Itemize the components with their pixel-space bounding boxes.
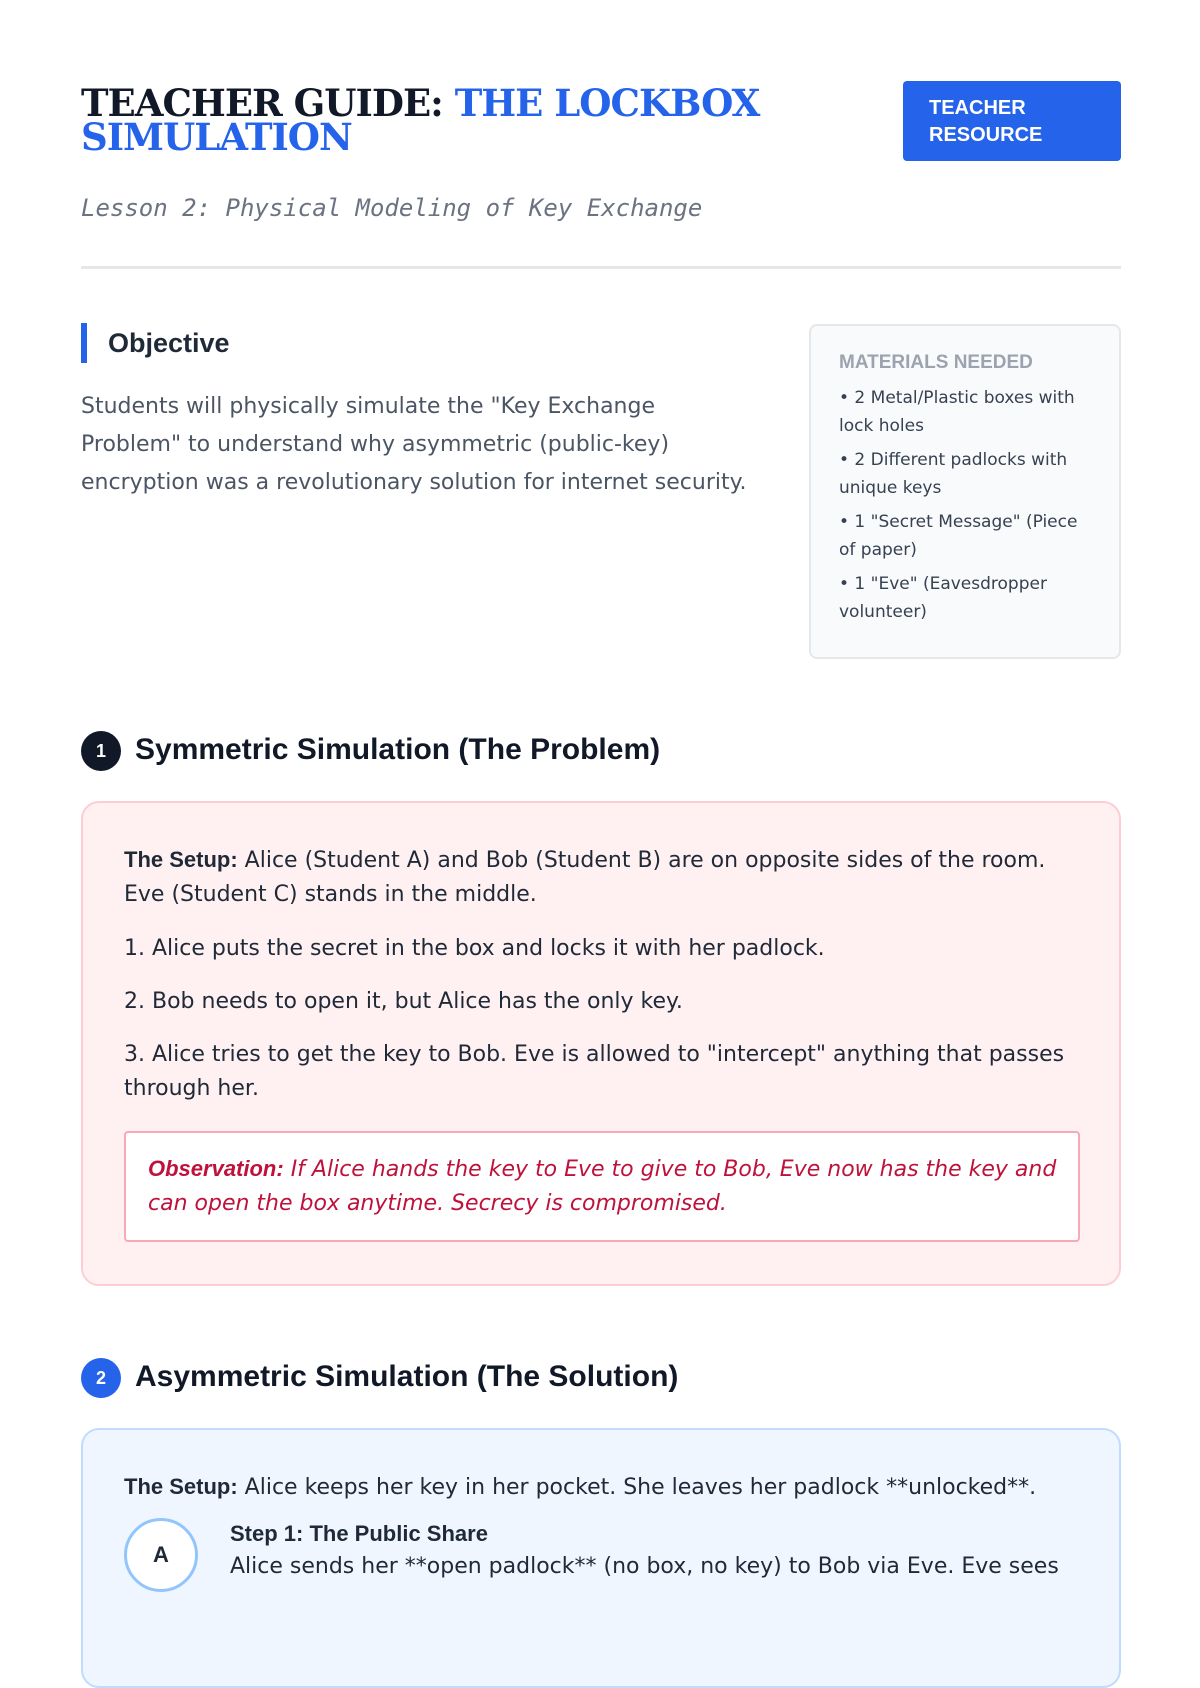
page-title bbox=[81, 81, 781, 159]
problem-setup-text: Alice (Student A) and Bob (Student B) are on opposite sides of the room. Eve (Student C) stands in the middle. bbox=[124, 848, 1046, 907]
objective-text: Students will physically simulate the "Key Exchange Problem" to understand why asymmetric (public-key) encryption was a revolutionary solution for internet security. bbox=[81, 394, 747, 495]
problem-step: 2. Bob needs to open it, but Alice has the only key. bbox=[124, 989, 683, 1014]
teacher-resource-badge: TEACHER RESOURCE bbox=[903, 81, 1121, 161]
problem-steps bbox=[124, 932, 1078, 1106]
section-1-number: 1 bbox=[81, 731, 121, 771]
materials-card bbox=[809, 324, 1121, 659]
section-2-title: Asymmetric Simulation (The Solution) bbox=[135, 1360, 679, 1393]
materials-item: • 1 "Secret Message" (Piece of paper) bbox=[839, 512, 1078, 560]
materials-item: • 2 Metal/Plastic boxes with lock holes bbox=[839, 388, 1075, 436]
header bbox=[81, 81, 1121, 226]
materials-item: • 1 "Eve" (Eavesdropper volunteer) bbox=[839, 574, 1047, 622]
problem-step: 1. Alice puts the secret in the box and locks it with her padlock. bbox=[124, 936, 825, 961]
problem-step: 3. Alice tries to get the key to Bob. Eve is allowed to "intercept" anything that passes through her. bbox=[124, 1042, 1065, 1101]
step-marker-a: A bbox=[124, 1518, 198, 1592]
solution-setup-text: Alice keeps her key in her pocket. She leaves her padlock **unlocked**. bbox=[237, 1475, 1037, 1500]
header-divider bbox=[81, 266, 1121, 269]
problem-box bbox=[81, 801, 1121, 1286]
observation-text: If Alice hands the key to Eve to give to Bob, Eve now has the key and can open the box anytime. Secrecy is compromised. bbox=[148, 1157, 1057, 1216]
solution-step-title: Step 1: The Public Share bbox=[230, 1521, 488, 1546]
solution-step-body bbox=[230, 1518, 1080, 1584]
materials-title: MATERIALS NEEDED bbox=[839, 352, 1033, 373]
problem-setup bbox=[124, 843, 1078, 912]
title-prefix: TEACHER GUIDE: bbox=[81, 81, 455, 125]
solution-step-text: Alice sends her **open padlock** (no box, no key) to Bob via Eve. Eve sees bbox=[230, 1554, 1059, 1579]
solution-setup bbox=[124, 1470, 1078, 1505]
solution-setup-label: The Setup: bbox=[124, 1474, 238, 1499]
section-2-number: 2 bbox=[81, 1358, 121, 1398]
title-accent: THE LOCKBOX SIMULATION bbox=[81, 81, 760, 159]
observation-label: Observation: bbox=[148, 1156, 284, 1181]
materials-list bbox=[839, 384, 1095, 626]
page-subtitle: Lesson 2: Physical Modeling of Key Exchange bbox=[81, 194, 703, 222]
observation-callout bbox=[124, 1131, 1080, 1242]
solution-step bbox=[124, 1518, 1078, 1608]
objective-heading: Objective bbox=[81, 323, 230, 363]
solution-box bbox=[81, 1428, 1121, 1688]
materials-item: • 2 Different padlocks with unique keys bbox=[839, 450, 1068, 498]
section-1-title: Symmetric Simulation (The Problem) bbox=[135, 733, 661, 766]
problem-setup-label: The Setup: bbox=[124, 847, 238, 872]
